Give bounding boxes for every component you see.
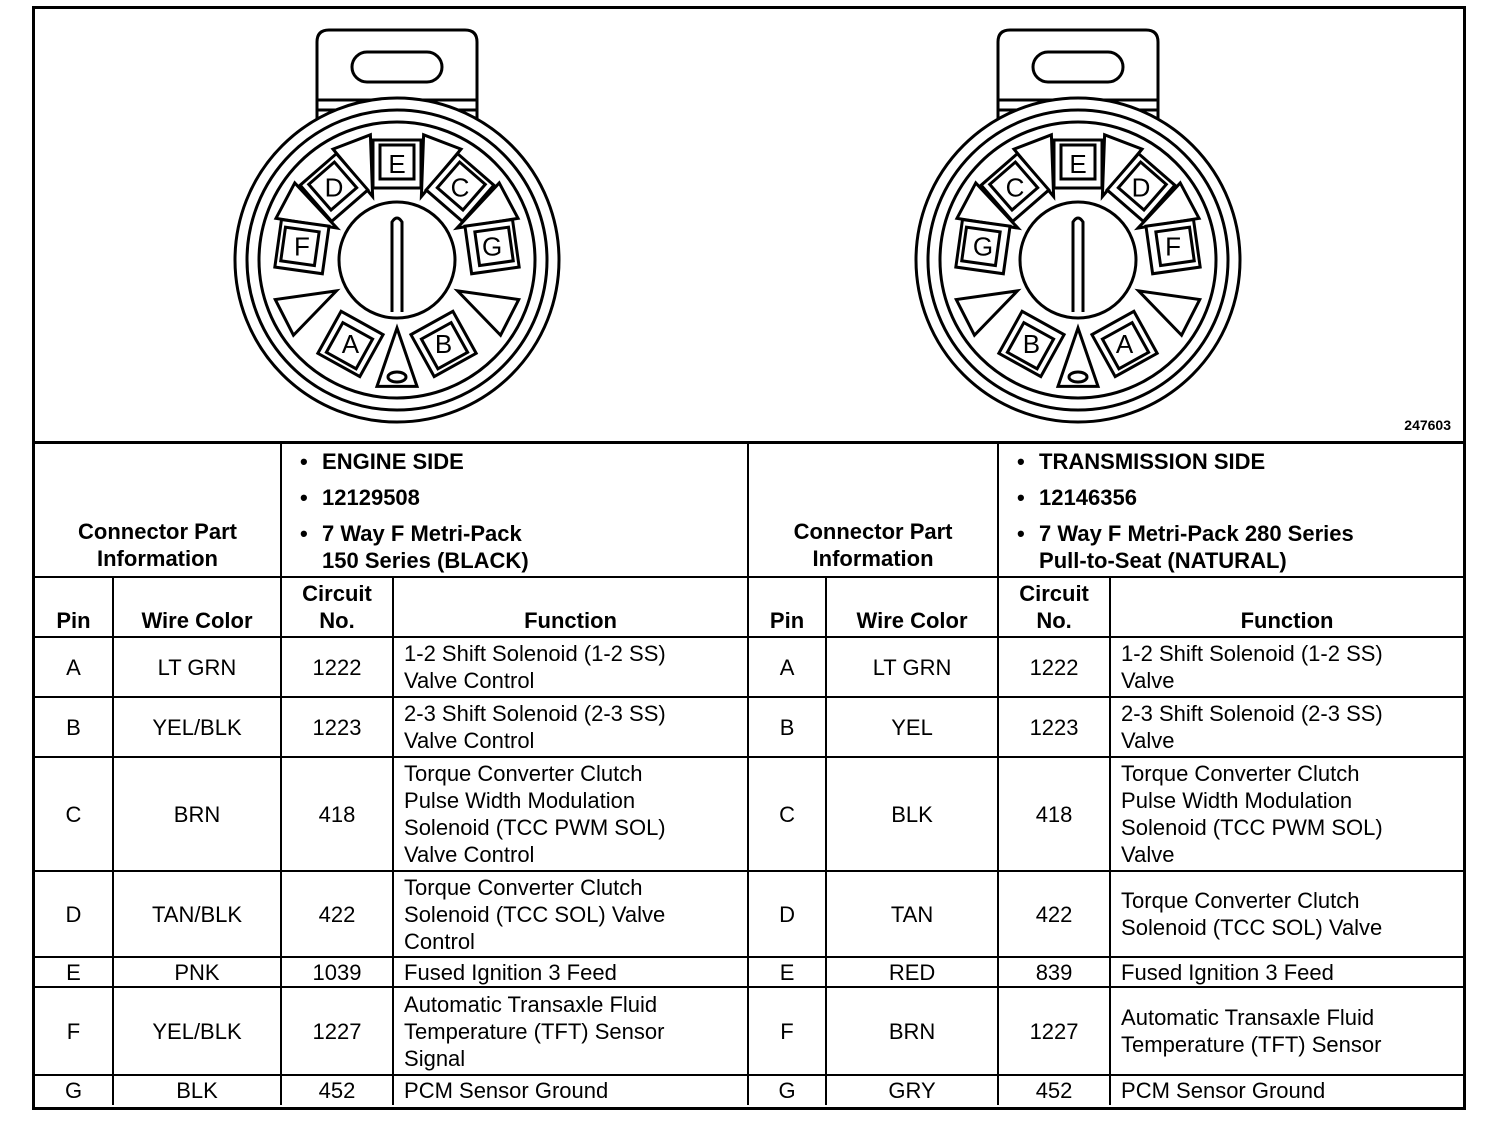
table-row [35,1075,1463,1105]
function-line: Automatic Transaxle Fluid [1121,1005,1375,1030]
circuit-header-line1: Circuit [302,581,372,606]
trans-part-info [998,444,1463,577]
trans-circuit-cell: 1222 [998,637,1110,697]
engine-wire-color-cell: YEL/BLK [113,987,281,1075]
table-row [35,697,1463,757]
engine-pin-cell: A [35,637,113,697]
pin-cavity-g [956,220,1010,274]
circuit-header-line1: Circuit [1019,581,1089,606]
engine-function-cell [393,987,748,1075]
table-row [35,757,1463,871]
engine-wire-color-cell: TAN/BLK [113,871,281,957]
trans-circuit-header [998,577,1110,637]
connector-info-row [35,444,1463,577]
trans-info-label [748,444,998,577]
function-line: Solenoid (TCC PWM SOL) [404,815,666,840]
pin-label: F [1165,231,1182,262]
engine-circuit-cell: 1227 [281,987,393,1075]
engine-info-label-line2: Information [97,546,218,571]
engine-wire-color-cell: BLK [113,1075,281,1105]
transmission-connector-drawing [916,30,1240,422]
function-line: Torque Converter Clutch [1121,888,1360,913]
function-line: Solenoid (TCC SOL) Valve [404,901,666,927]
trans-wire-color-header: Wire Color [826,577,998,637]
pin-table [35,444,1463,1105]
engine-connector-type-line1: • 7 Way F Metri-Pack [322,521,522,546]
table-row [35,957,1463,987]
function-line: Temperature (TFT) Sensor [404,1018,665,1044]
function-line: Fused Ignition 3 Feed [404,959,617,985]
function-line: Valve Control [404,842,535,867]
trans-wire-color-cell: BLK [826,757,998,871]
trans-function-cell [1110,871,1463,957]
trans-pin-cell: E [748,957,826,987]
trans-wire-color-cell: BRN [826,987,998,1075]
function-line: Valve [1121,728,1175,753]
column-header-row [35,577,1463,637]
trans-pin-cell: B [748,697,826,757]
trans-circuit-cell: 1227 [998,987,1110,1075]
trans-connector-type [1039,516,1463,574]
function-line: Valve Control [404,728,535,753]
trans-pin-cell: A [748,637,826,697]
engine-circuit-cell: 1223 [281,697,393,757]
engine-circuit-cell: 422 [281,871,393,957]
trans-connector-type-line2: Pull-to-Seat (NATURAL) [1039,548,1287,573]
engine-circuit-cell: 1222 [281,637,393,697]
diagram-frame [32,6,1466,1110]
trans-wire-color-cell: LT GRN [826,637,998,697]
engine-function-cell [393,757,748,871]
engine-pin-cell: E [35,957,113,987]
trans-circuit-cell: 418 [998,757,1110,871]
engine-wire-color-cell: BRN [113,757,281,871]
engine-wire-color-cell: LT GRN [113,637,281,697]
function-line: PCM Sensor Ground [404,1078,609,1103]
pin-rows [35,637,1463,1105]
function-line: PCM Sensor Ground [1121,1078,1326,1103]
function-line: 1-2 Shift Solenoid (1-2 SS) [1121,641,1383,666]
trans-function-header: Function [1110,577,1463,637]
pin-label: C [1005,172,1025,203]
trans-circuit-cell: 422 [998,871,1110,957]
trans-part-number: • 12146356 [1039,480,1463,516]
trans-pin-cell: G [748,1075,826,1105]
pin-label: B [434,328,453,359]
trans-function-cell [1110,757,1463,871]
trans-circuit-cell: 839 [998,957,1110,987]
pin-label: D [324,172,344,203]
trans-info-label-line1: Connector Part [793,519,953,544]
figure-number: 247603 [1404,417,1451,433]
pin-label: A [1115,328,1134,359]
pin-label: G [481,231,503,262]
trans-pin-cell: D [748,871,826,957]
function-line: 1-2 Shift Solenoid (1-2 SS) [404,641,666,666]
function-line: Pulse Width Modulation [404,788,636,813]
table-row [35,637,1463,697]
engine-wire-color-cell: PNK [113,957,281,987]
function-line: 2-3 Shift Solenoid (2-3 SS) [1121,701,1383,726]
engine-connector-type-line2: 150 Series (BLACK) [322,548,529,573]
function-line: Torque Converter Clutch [1121,761,1360,786]
engine-function-cell [393,637,748,697]
function-line: Torque Converter Clutch [404,761,643,786]
pin-label: A [341,328,360,359]
engine-function-cell [393,871,748,957]
trans-function-cell [1110,637,1463,697]
engine-function-cell [393,957,748,987]
function-line: 2-3 Shift Solenoid (2-3 SS) [404,701,666,726]
engine-pin-cell: B [35,697,113,757]
trans-wire-color-cell: GRY [826,1075,998,1105]
function-line: Fused Ignition 3 Feed [1121,959,1334,985]
trans-circuit-cell: 452 [998,1075,1110,1105]
engine-circuit-cell: 418 [281,757,393,871]
function-line: Valve [1121,842,1175,867]
function-line: Temperature (TFT) Sensor [1121,1032,1382,1057]
engine-side-title: • ENGINE SIDE [322,444,747,480]
trans-wire-color-cell: RED [826,957,998,987]
pin-cavity-g [465,220,519,274]
engine-part-info [281,444,748,577]
engine-circuit-cell: 452 [281,1075,393,1105]
pin-label: E [1069,149,1087,179]
function-line: Signal [404,1045,466,1071]
function-line: Valve [1121,668,1175,693]
engine-function-cell [393,1075,748,1105]
pin-label: F [293,231,310,262]
engine-info-label [35,444,281,577]
engine-function-cell [393,697,748,757]
engine-wire-color-header: Wire Color [113,577,281,637]
trans-side-title: • TRANSMISSION SIDE [1039,444,1463,480]
function-line: Solenoid (TCC SOL) Valve [1121,915,1383,940]
trans-circuit-cell: 1223 [998,697,1110,757]
engine-info-label-line1: Connector Part [78,519,237,544]
pin-label: E [388,149,406,179]
trans-wire-color-cell: TAN [826,871,998,957]
engine-wire-color-cell: YEL/BLK [113,697,281,757]
trans-function-cell [1110,957,1463,987]
engine-pin-cell: C [35,757,113,871]
engine-pin-header: Pin [35,577,113,637]
pin-label: D [1131,172,1151,203]
engine-function-header: Function [393,577,748,637]
table-row [35,987,1463,1075]
pin-cavity-f [1146,220,1200,274]
engine-circuit-cell: 1039 [281,957,393,987]
pin-label: C [450,172,470,203]
trans-pin-cell: C [748,757,826,871]
connector-illustrations [35,9,1463,441]
trans-connector-type-line1: • 7 Way F Metri-Pack 280 Series [1039,521,1354,546]
pin-label: G [972,231,994,262]
connector-diagram-area [35,9,1463,444]
circuit-header-line2: No. [319,608,355,633]
pin-cavity-e [373,140,421,188]
trans-pin-header: Pin [748,577,826,637]
trans-function-cell [1110,987,1463,1075]
function-line: Solenoid (TCC PWM SOL) [1121,815,1383,840]
trans-wire-color-cell: YEL [826,697,998,757]
trans-pin-cell: F [748,987,826,1075]
function-line: Pulse Width Modulation [1121,788,1353,813]
table-row [35,871,1463,957]
function-line: Automatic Transaxle Fluid [404,991,658,1017]
function-line: Torque Converter Clutch [404,874,643,900]
engine-connector-drawing [235,30,559,422]
engine-connector-type [322,516,747,574]
pin-cavity-e [1054,140,1102,188]
circuit-header-line2: No. [1036,608,1072,633]
function-line: Control [404,928,475,954]
trans-function-cell [1110,697,1463,757]
engine-pin-cell: D [35,871,113,957]
trans-function-cell [1110,1075,1463,1105]
engine-pin-cell: F [35,987,113,1075]
trans-info-label-line2: Information [812,546,934,571]
engine-pin-cell: G [35,1075,113,1105]
engine-part-number: • 12129508 [322,480,747,516]
engine-circuit-header [281,577,393,637]
function-line: Valve Control [404,668,535,693]
pin-cavity-f [275,220,329,274]
pin-label: B [1022,328,1041,359]
